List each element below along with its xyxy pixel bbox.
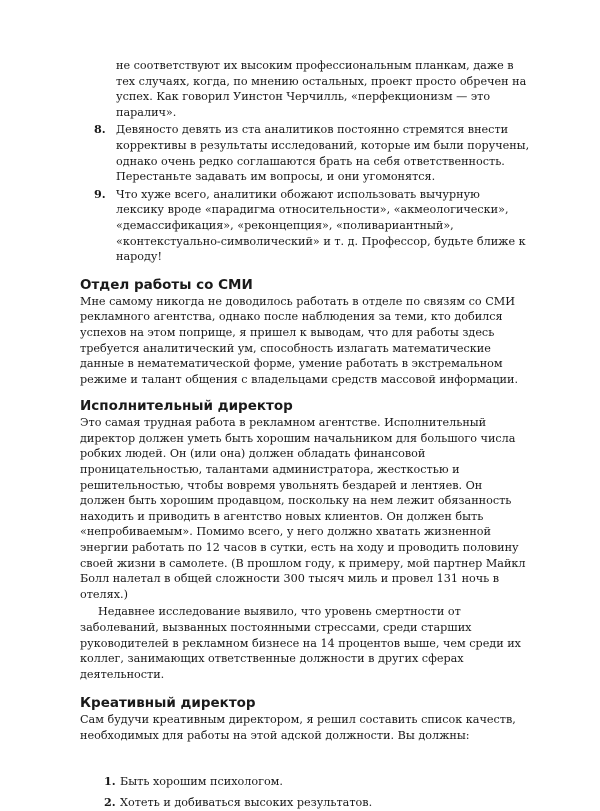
section-text-executive-1: Это самая трудная работа в рекламном агентстве. Исполнительный директор должен уметь быть хорошим начальником для большого числа робких людей. Он (или она) должен обладать финансовой проницательностью, талантами администратора, жесткостью и решительностью, чтобы вовремя увольнять бездарей и лентяев. Он должен быть хорошим продавцом, поскольку на нем лежит обязанность находить и приводить в агентство новых клиентов. Он должен быть «непробиваемым». Помимо всего, у него должно хватать жизненной энергии работать по 12 часов в сутки, есть на ходу и проводить половину своей жизни в самолете. (В прошлом году, к примеру, мой партнер Майкл Болл налетал в общей сложности 300 тысяч миль и провел 131 ночь в отелях.) bbox=[80, 416, 526, 601]
section-heading-smi: Отдел работы со СМИ bbox=[80, 276, 253, 293]
list-item-text: Хотеть и добиваться высоких результатов. bbox=[120, 796, 373, 810]
list-number: 1. bbox=[104, 773, 116, 788]
list-item bbox=[80, 58, 530, 120]
list-number: 9. bbox=[94, 186, 106, 201]
section-heading-executive: Исполнительный директор bbox=[80, 398, 293, 415]
list-item-text: Что хуже всего, аналитики обожают использовать вычурную лексику вроде «парадигма относительности», «акмеологически», «демассификация», «реконцепция», «поливариантный», «контекстуально-символический» и т. д. Профессор, будьте ближе к народу! bbox=[116, 187, 526, 264]
section-heading-creative: Креативный директор bbox=[80, 695, 256, 712]
section-text-smi: Мне самому никогда не доводилось работать в отделе по связям со СМИ рекламного агентства, однако после наблюдения за теми, кто добился успехов на этом поприще, я пришел к выводам, что для работы здесь требуется аналитический ум, способность излагать математические данные в нематематической форме, умение работать в экстремальном режиме и талант общения с владельцами средств массовой информации. bbox=[80, 294, 518, 386]
list-item-text: Девяносто девять из ста аналитиков постоянно стремятся внести коррективы в результаты исследований, которые им были поручены, однако очень редко соглашаются брать на себя ответственность. Перестаньте задавать им вопросы, и они угомонятся. bbox=[116, 123, 530, 184]
numbered-list-creative bbox=[80, 774, 530, 811]
list-number: 8. bbox=[94, 122, 106, 137]
list-item bbox=[80, 122, 530, 184]
list-item bbox=[80, 795, 530, 811]
list-item bbox=[80, 774, 530, 790]
section-text-executive-2: Недавнее исследование выявило, что уровень смертности от заболеваний, вызванных постоянными стрессами, среди старших руководителей в рекламном бизнесе на 14 процентов выше, чем среди их коллег, занимающих ответственные должности в других сферах деятельности. bbox=[80, 605, 521, 681]
page-content bbox=[80, 58, 530, 811]
list-item-text: Быть хорошим психологом. bbox=[120, 774, 283, 788]
list-number: 2. bbox=[104, 795, 116, 810]
numbered-list-top bbox=[80, 58, 530, 265]
section-text-creative: Сам будучи креативным директором, я решил составить список качеств, необходимых для работы на этой адской должности. Вы должны: bbox=[80, 713, 516, 742]
list-item bbox=[80, 187, 530, 265]
list-item-text: не соответствуют их высоким профессиональным планкам, даже в тех случаях, когда, по мнению остальных, проект просто обречен на успех. Как говорил Уинстон Черчилль, «перфекционизм — это паралич». bbox=[116, 59, 527, 119]
